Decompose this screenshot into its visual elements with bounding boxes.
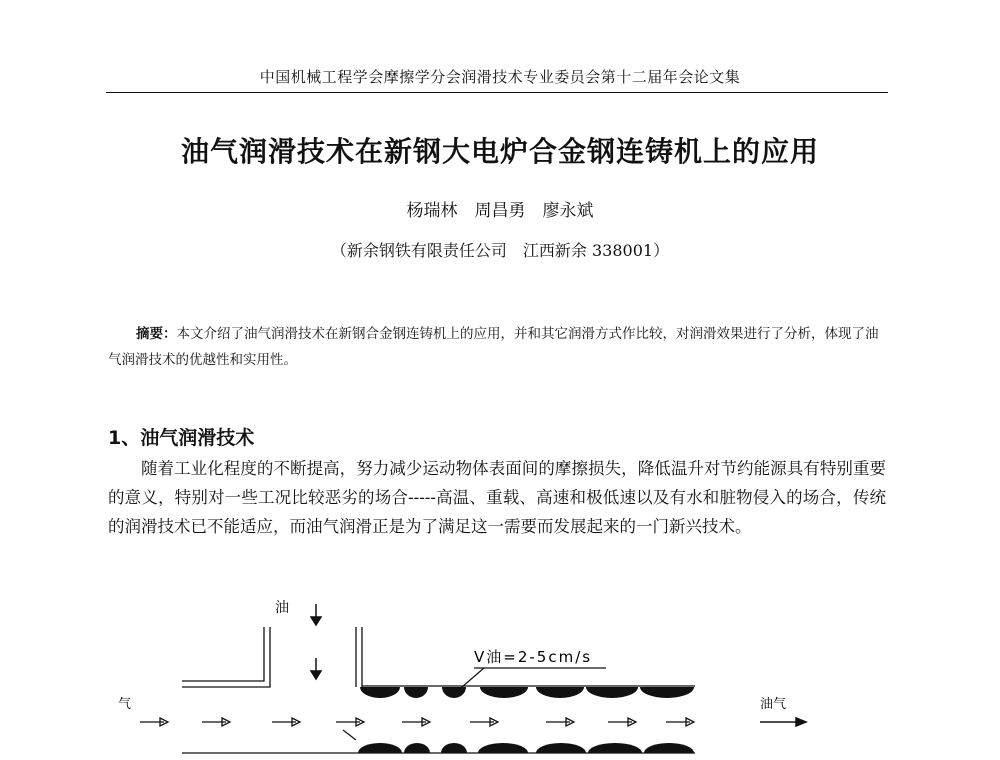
outlet-arrow <box>760 718 806 726</box>
oil-film-top <box>360 687 694 698</box>
paper-title: 油气润滑技术在新钢大电炉合金钢连铸机上的应用 <box>180 135 819 168</box>
oil-down-arrow-2 <box>311 658 321 679</box>
mixing-tick <box>343 730 356 740</box>
velocity-label: V油=2-5cm/s <box>474 648 593 666</box>
oil-down-arrow-1 <box>311 604 321 625</box>
figure-outlet-label: 油气 <box>760 697 787 712</box>
figure-oil-label: 油 <box>275 600 289 616</box>
oil-film-bottom <box>358 743 694 753</box>
abstract <box>108 321 890 373</box>
journal-header-title: 中国机械工程学会摩擦学分会润滑技术专业委员会第十二届年会论文集 <box>259 68 741 86</box>
abstract-text: 本文介绍了油气润滑技术在新钢合金钢连铸机上的应用，并和其它润滑方式作比较，对润滑效果进行了分析，体现了油气润滑技术的优越性和实用性。 <box>108 326 879 368</box>
figure-gas-label: 气 <box>118 697 132 712</box>
header-divider <box>106 92 888 93</box>
oil-inlet-pipe <box>182 627 362 687</box>
section-1-heading: 1、油气润滑技术 <box>108 427 255 449</box>
paper-affiliation: （新余钢铁有限责任公司 江西新余 338001） <box>330 241 670 260</box>
oil-gas-flow-figure <box>0 590 1000 760</box>
gas-flow-arrows <box>140 718 694 726</box>
paper-authors: 杨瑞林 周昌勇 廖永斌 <box>406 201 594 221</box>
abstract-label: 摘要： <box>136 326 177 342</box>
section-1-paragraph: 随着工业化程度的不断提高，努力减少运动物体表面间的摩擦损失，降低温升对节约能源具有特别重要的意义，特别对一些工况比较恶劣的场合-----高温、重载、高速和极低速以及有水和脏物侵入的场合，传统的润滑技术已不能适应，而油气润滑正是为了满足这一需要而发展起来的一门新兴技术。 <box>108 459 886 536</box>
